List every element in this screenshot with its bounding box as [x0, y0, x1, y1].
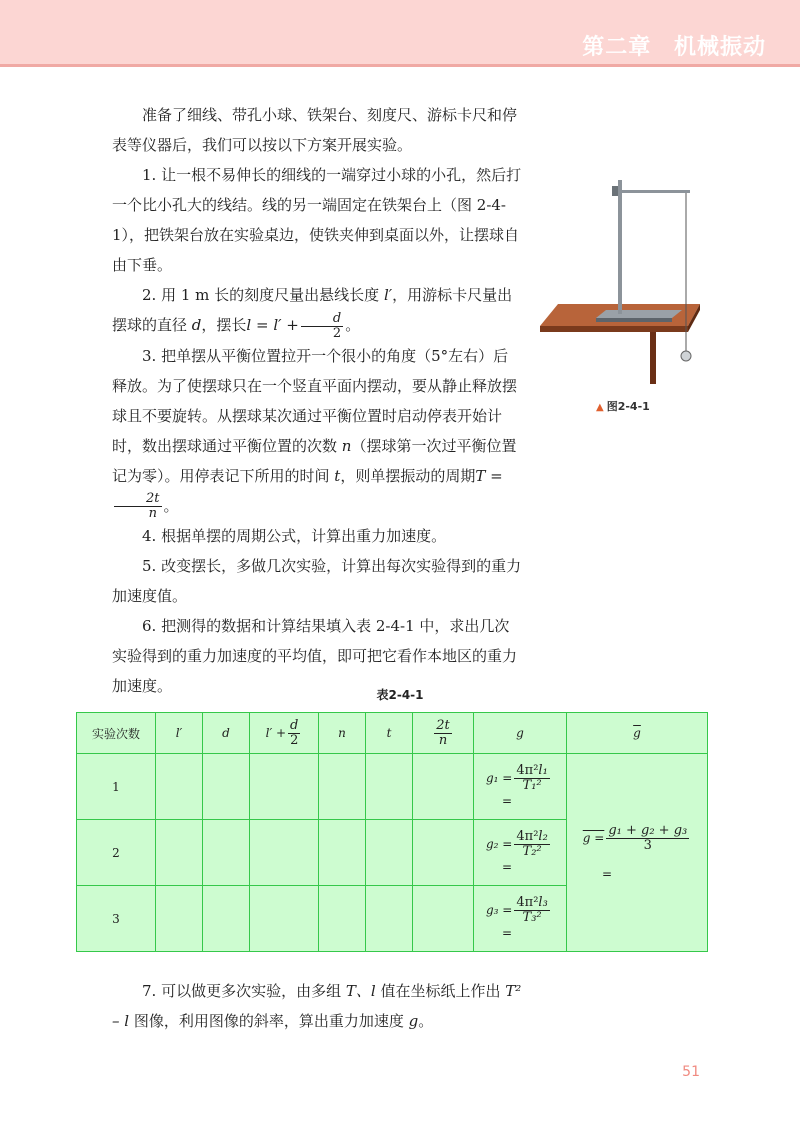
chapter-title	[582, 30, 766, 61]
g1-formula: g₁ = $\frac{\text{4π²l₁}}{\text{T₁²}}$ =	[474, 754, 567, 820]
body-text	[112, 100, 522, 701]
data-table	[76, 712, 708, 952]
mean-formula: g = $\frac{\text{g₁ + g₂ + g₃}}{3}$ =	[567, 754, 708, 952]
header-l-prime: l′	[156, 713, 203, 754]
header-period: $\frac{2t}{n}$	[413, 713, 474, 754]
table-row: 2 g₂ = $\frac{\text{4π²l₂}}{\text{T₂²}}$ =	[77, 820, 708, 886]
chapter-name: 机械振动	[673, 35, 766, 60]
table-row: 1 g₁ = $\frac{\text{4π²l₁}}{\text{T₁²}}$ = g = $\frac{\text{g₁ + g₂ + g₃}}{3}$ =	[77, 754, 708, 820]
paragraph-step3: 3. 把单摆从平衡位置拉开一个很小的角度（5°左右）后释放。为了使摆球只在一个竖直平面内摆动，要从静止释放摆球且不要旋转。从摆球某次通过平衡位置时启动停表开始计时，数出摆球通过平衡位置的次数 n（摆球第一次过平衡位置记为零）。用停表记下所用的时间 t，则单摆振动的周期T = $\frac{2t}{n}$ 。	[112, 346, 518, 521]
header-d: d	[203, 713, 250, 754]
paragraph-step7: 7. 可以做更多次实验，由多组 T、l 值在坐标纸上作出 T² – l 图像，利用图像的斜率，算出重力加速度 g。	[112, 982, 522, 1030]
table-leg	[650, 332, 656, 384]
paragraph-step1: 1. 让一根不易伸长的细线的一端穿过小球的小孔，然后打一个比小孔大的线结。线的另一端固定在铁架台上（图 2-4-1），把铁架台放在实验桌边，使铁夹伸到桌面以外，让摆球自由下垂。	[112, 166, 522, 274]
paragraph-step2: 2. 用 1 m 长的刻度尺量出悬线长度 l′，用游标卡尺量出摆球的直径 d，摆长l = l′ + $\frac{d}{2}$ 。	[112, 286, 513, 341]
table-header-row	[77, 713, 708, 754]
header-g: g	[474, 713, 567, 754]
stand-rod	[618, 180, 622, 314]
fraction-2t-over-n: $\frac{2t}{n}$	[114, 492, 162, 521]
table-title: 表2-4-1	[376, 688, 424, 702]
header-divider	[0, 64, 800, 67]
paragraph-step4: 4. 根据单摆的周期公式，计算出重力加速度。	[142, 527, 447, 545]
paragraph-step6: 6. 把测得的数据和计算结果填入表 2-4-1 中，求出几次实验得到的重力加速度的平均值，即可把它看作本地区的重力加速度。	[112, 617, 518, 695]
header-n: n	[319, 713, 366, 754]
header-g-mean: $\overline{g}$	[567, 713, 708, 754]
body-text-end	[112, 976, 522, 1036]
pendulum-figure	[540, 176, 700, 386]
header-t: t	[366, 713, 413, 754]
pendulum-ball	[681, 351, 691, 361]
figure-caption: ▲ 图2-4-1	[596, 400, 650, 413]
g3-formula: g₃ = $\frac{\text{4π²l₃}}{\text{T₃²}}$ =	[474, 886, 567, 952]
header-length: l′ + $\frac{d}{2}$	[250, 713, 319, 754]
table-edge	[540, 326, 688, 332]
table-row: 3 g₃ = $\frac{\text{4π²l₃}}{\text{T₃²}}$ =	[77, 886, 708, 952]
chapter-number: 第二章	[582, 35, 652, 60]
g2-formula: g₂ = $\frac{\text{4π²l₂}}{\text{T₂²}}$ =	[474, 820, 567, 886]
stand-arm	[612, 190, 690, 193]
fraction-d-over-2: $\frac{d}{2}$	[301, 312, 343, 341]
paragraph-intro: 准备了细线、带孔小球、铁架台、刻度尺、游标卡尺和停表等仪器后，我们可以按以下方案开展实验。	[112, 106, 518, 154]
paragraph-step5: 5. 改变摆长，多做几次实验，计算出每次实验得到的重力加速度值。	[112, 557, 522, 605]
page-number: 51	[682, 1064, 700, 1080]
stand-base	[596, 310, 682, 318]
header-trial: 实验次数	[77, 713, 156, 754]
